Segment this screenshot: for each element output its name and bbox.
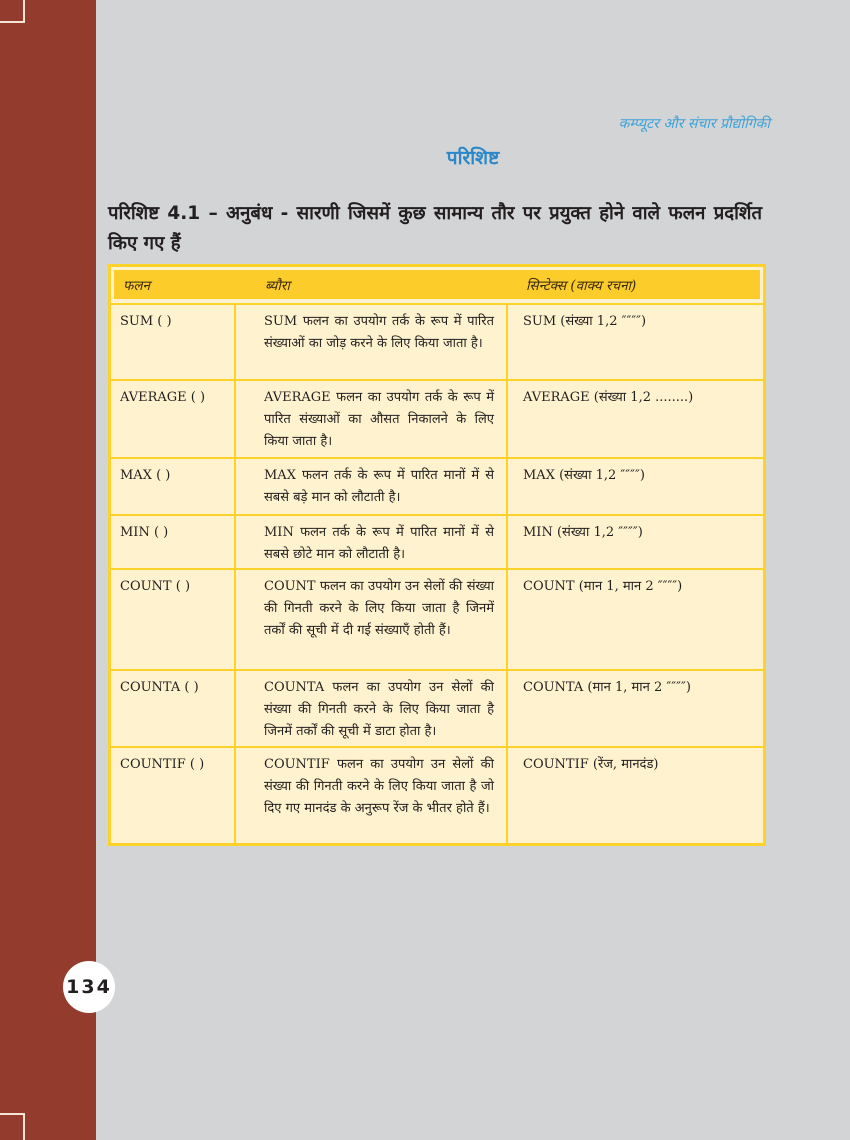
function-name: MAX ( ) — [111, 459, 236, 514]
header-syntax: सिन्टेक्स (वाक्य रचना) — [526, 277, 637, 294]
function-syntax: COUNTIF (रेंज, मानदंड) — [523, 757, 659, 772]
header-description: ब्यौरा — [265, 277, 290, 294]
function-syntax: SUM (संख्या 1,2 ″″″″) — [523, 314, 647, 329]
header-function: फलन — [123, 277, 151, 294]
function-description: COUNT फलन का उपयोग उन सेलों की संख्या की गिनती करने के लिए किया जाता है जिनमें तर्कों की सूची में दी गई संख्याएँ होती हैं। — [236, 570, 508, 669]
table-row — [111, 459, 763, 516]
crop-mark-bottom-left — [0, 1113, 25, 1140]
table-row — [111, 516, 763, 570]
functions-table — [108, 264, 766, 846]
table-row — [111, 671, 763, 748]
function-name: COUNTA ( ) — [111, 671, 236, 746]
crop-mark-top-left — [0, 0, 25, 23]
table-caption: परिशिष्ट 4.1 – अनुबंध - सारणी जिसमें कुछ सामान्य तौर पर प्रयुक्त होने वाले फलन प्रदर्शित किए गए हैं — [108, 203, 762, 254]
table-row — [111, 570, 763, 671]
page-number: 134 — [63, 961, 115, 1013]
table-row — [111, 381, 763, 459]
function-description: SUM फलन का उपयोग तर्क के रूप में पारित संख्याओं का जोड़ करने के लिए किया जाता है। — [236, 305, 508, 379]
function-syntax: COUNT (मान 1, मान 2 ″″″″) — [523, 579, 683, 594]
table-body — [111, 303, 763, 843]
function-syntax: COUNTA (मान 1, मान 2 ″″″″) — [523, 680, 691, 695]
function-description: MAX फलन तर्क के रूप में पारित मानों में से सबसे बड़े मान को लौटाती है। — [236, 459, 508, 514]
function-syntax: AVERAGE (संख्या 1,2 ........) — [523, 390, 694, 405]
page-title: परिशिष्ट — [446, 147, 500, 169]
function-syntax: MAX (संख्या 1,2 ″″″″) — [523, 468, 645, 483]
table-row — [111, 305, 763, 381]
function-description: COUNTIF फलन का उपयोग उन सेलों की संख्या की गिनती करने के लिए किया जाता है जो दिए गए मानदंड के अनुरूप रेंज के भीतर होते हैं। — [236, 748, 508, 843]
table-header — [114, 270, 760, 299]
table-row — [111, 748, 763, 843]
function-syntax: MIN (संख्या 1,2 ″″″″) — [523, 525, 643, 540]
function-name: AVERAGE ( ) — [111, 381, 236, 457]
function-name: SUM ( ) — [111, 305, 236, 379]
function-name: MIN ( ) — [111, 516, 236, 568]
function-name: COUNTIF ( ) — [111, 748, 236, 843]
function-description: MIN फलन तर्क के रूप में पारित मानों में से सबसे छोटे मान को लौटाती है। — [236, 516, 508, 568]
function-description: AVERAGE फलन का उपयोग तर्क के रूप में पारित संख्याओं का औसत निकालने के लिए किया जाता है। — [236, 381, 508, 457]
running-head: कम्प्यूटर और संचार प्रौद्योगिकी — [618, 116, 770, 132]
function-name: COUNT ( ) — [111, 570, 236, 669]
function-description: COUNTA फलन का उपयोग उन सेलों की संख्या की गिनती करने के लिए किया जाता है जिनमें तर्कों की सूची में डाटा होता है। — [236, 671, 508, 746]
